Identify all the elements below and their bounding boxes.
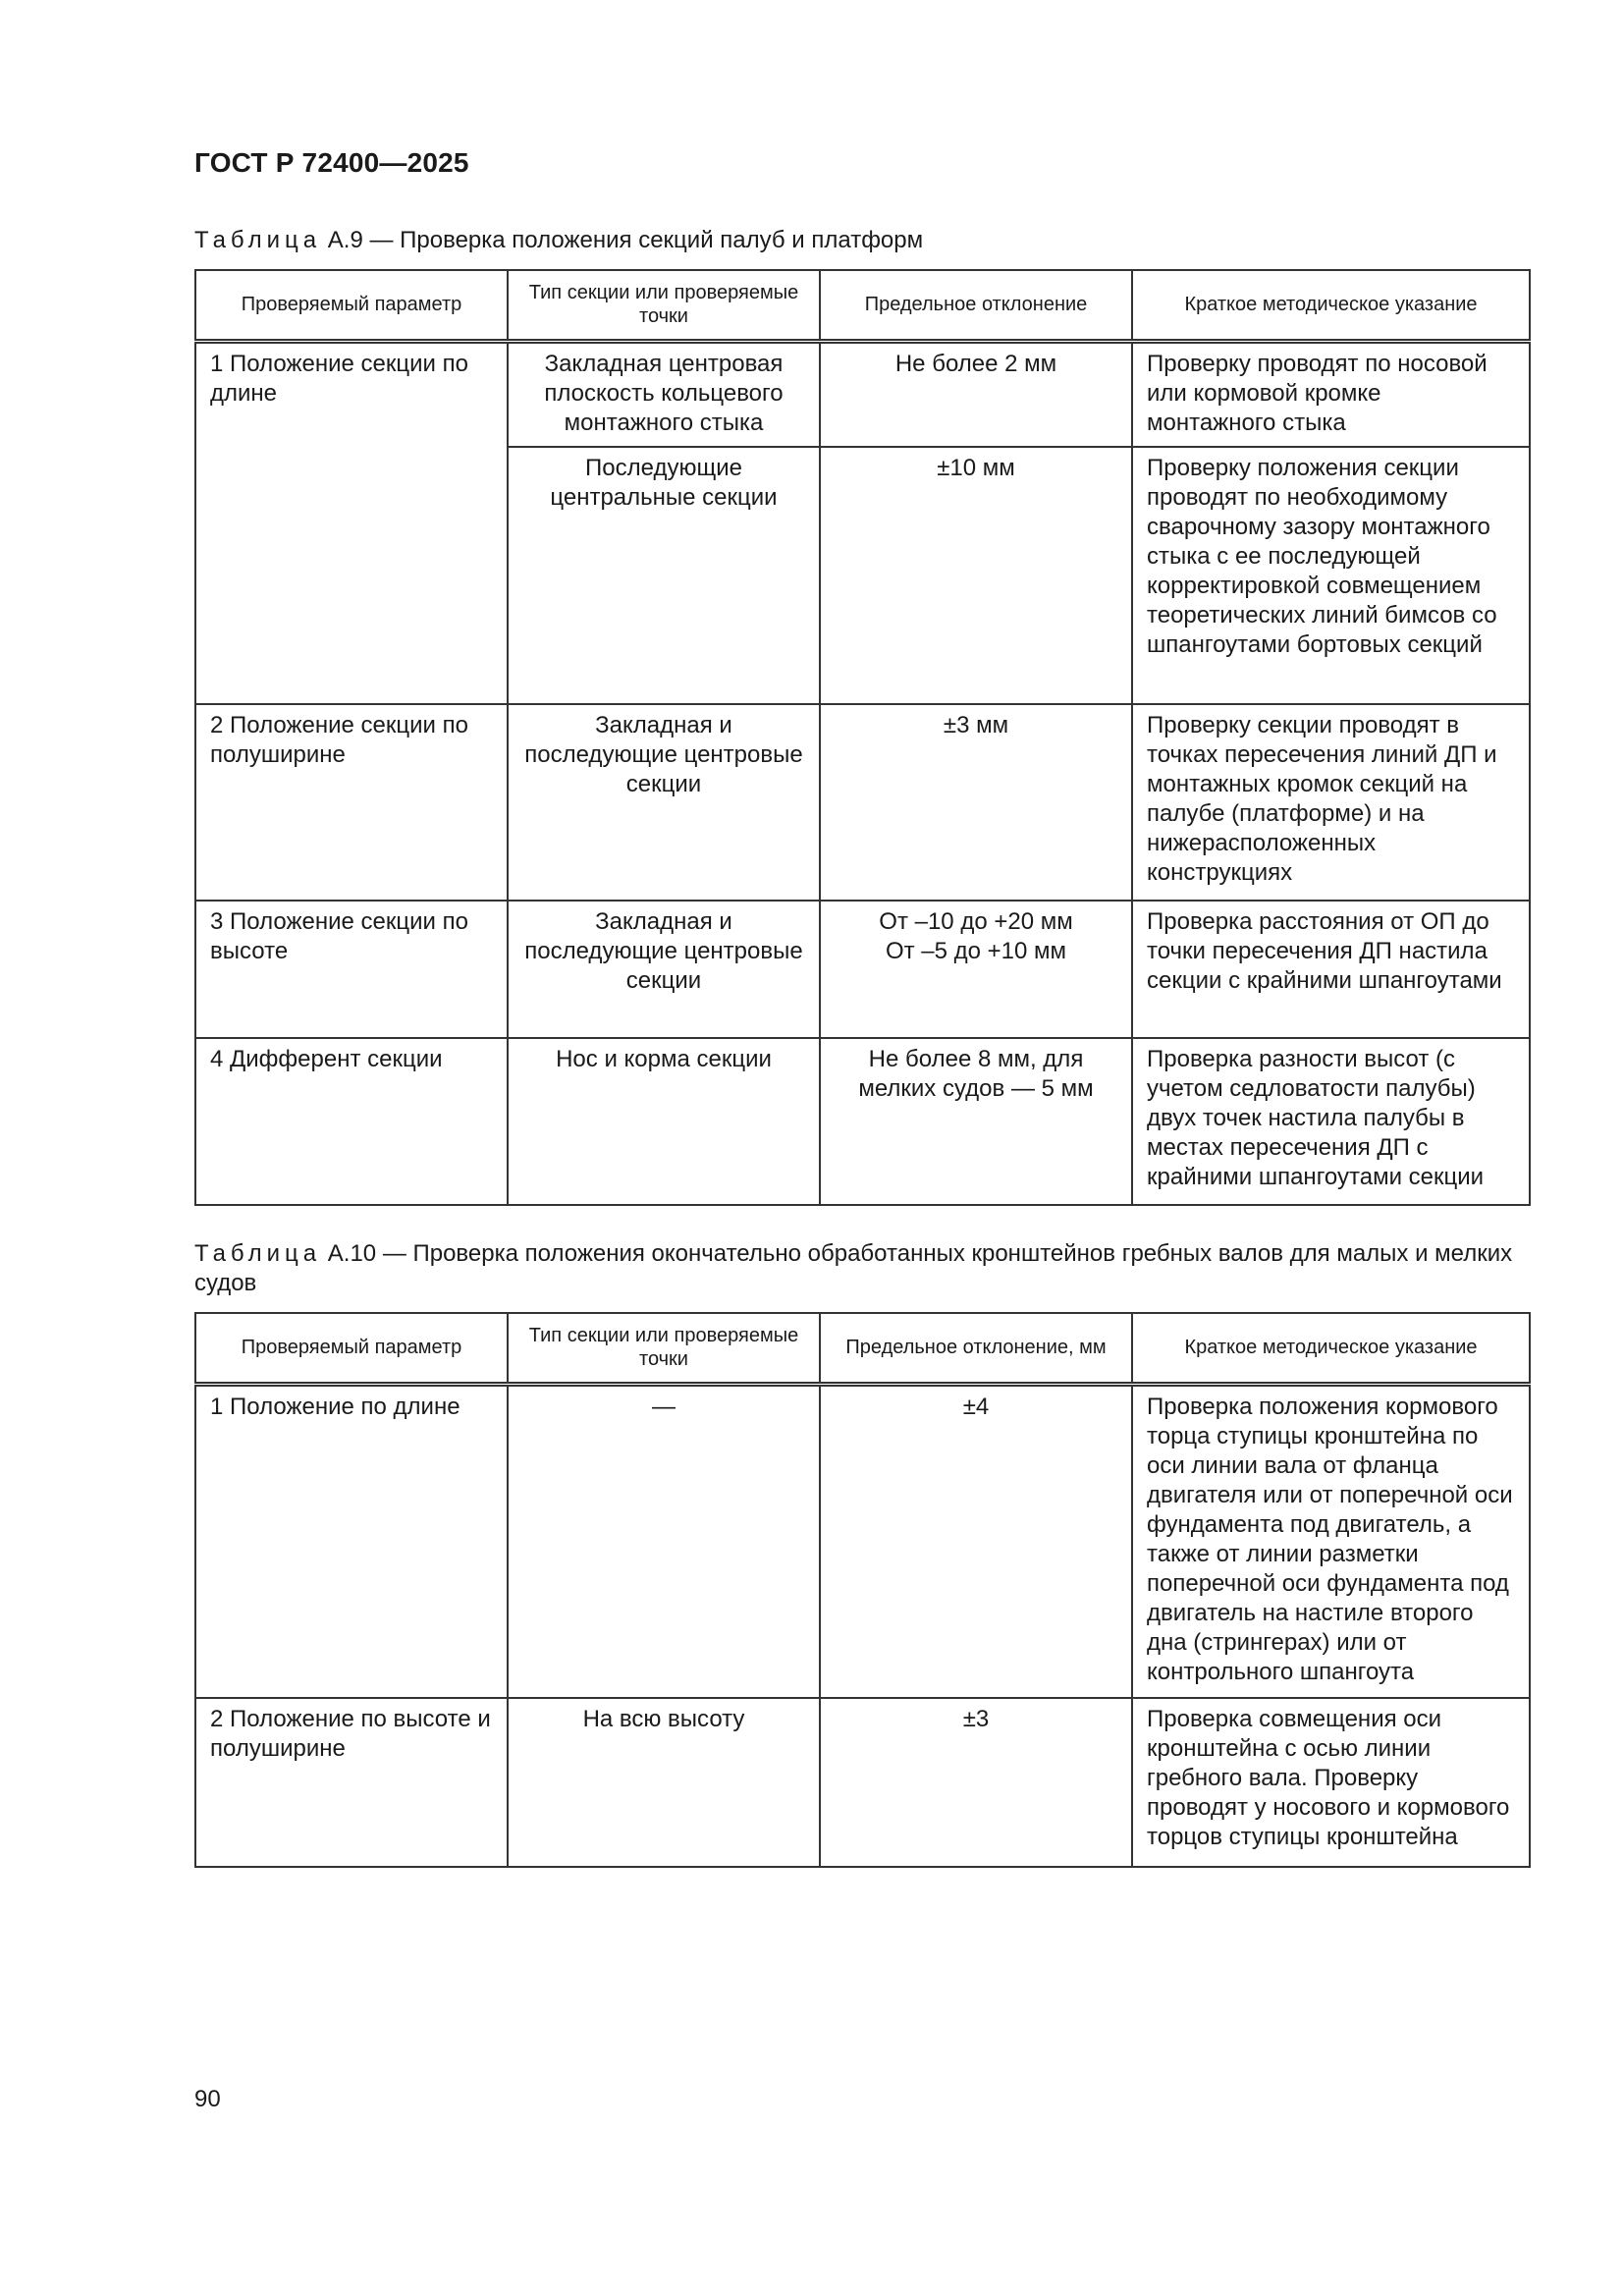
document-header: ГОСТ Р 72400—2025 xyxy=(194,147,469,178)
param-cell: 2 Положение секции по полуширине xyxy=(195,704,508,901)
deviation-cell: ±3 xyxy=(820,1698,1132,1867)
param-cell: 1 Положение секции по длине xyxy=(195,341,508,704)
param-cell: 4 Дифферент секции xyxy=(195,1038,508,1205)
deviation-line: От –5 до +10 мм xyxy=(885,938,1067,964)
type-cell: Последующие центральные секции xyxy=(508,447,820,704)
table-row xyxy=(195,1038,1530,1205)
deviation-cell xyxy=(820,901,1132,1038)
column-header: Тип секции или проверяемые точки xyxy=(508,270,820,341)
deviation-cell: Не более 8 мм, для мелких судов — 5 мм xyxy=(820,1038,1132,1205)
table-row xyxy=(195,704,1530,901)
note-cell: Проверку секции проводят в точках пересечения линий ДП и монтажных кромок секций на палубе (платформе) и на нижерасположенных конструкциях xyxy=(1132,704,1530,901)
column-header: Предельное отклонение xyxy=(820,270,1132,341)
type-cell: Закладная центровая плоскость кольцевого монтажного стыка xyxy=(508,341,820,447)
note-cell: Проверку положения секции проводят по необходимому сварочному зазору монтажного стыка с ее последующей корректировкой совмещением теоретических линий бимсов со шпангоутами бортовых секций xyxy=(1132,447,1530,704)
table-row xyxy=(195,1384,1530,1698)
column-header: Краткое методическое указание xyxy=(1132,1313,1530,1384)
note-cell: Проверка расстояния от ОП до точки пересечения ДП настила секции с крайними шпангоутами xyxy=(1132,901,1530,1038)
table-row xyxy=(195,341,1530,447)
column-header: Проверяемый параметр xyxy=(195,270,508,341)
page-number: 90 xyxy=(194,2086,221,2112)
note-cell: Проверка положения кормового торца ступицы кронштейна по оси линии вала от фланца двигателя или от поперечной оси фундамента под двигатель, а также от линии разметки поперечной оси фундамента под двигатель на настиле второго дна (стрингерах) или от контрольного шпангоута xyxy=(1132,1384,1530,1698)
type-cell: — xyxy=(508,1384,820,1698)
table-row xyxy=(195,901,1530,1038)
type-cell: Закладная и последующие центровые секции xyxy=(508,704,820,901)
column-header: Предельное отклонение, мм xyxy=(820,1313,1132,1384)
note-cell: Проверка совмещения оси кронштейна с осью линии гребного вала. Проверку проводят у носового и кормового торцов ступицы кронштейна xyxy=(1132,1698,1530,1867)
note-cell: Проверку проводят по носовой или кормовой кромке монтажного стыка xyxy=(1132,341,1530,447)
type-cell: На всю высоту xyxy=(508,1698,820,1867)
param-cell: 1 Положение по длине xyxy=(195,1384,508,1698)
caption-label: Таблица xyxy=(194,227,322,253)
table-a10 xyxy=(194,1312,1531,1868)
column-header: Краткое методическое указание xyxy=(1132,270,1530,341)
param-cell: 3 Положение секции по высоте xyxy=(195,901,508,1038)
type-cell: Закладная и последующие центровые секции xyxy=(508,901,820,1038)
table-a9-caption xyxy=(194,226,1528,255)
type-cell: Нос и корма секции xyxy=(508,1038,820,1205)
column-header: Тип секции или проверяемые точки xyxy=(508,1313,820,1384)
table-a9 xyxy=(194,269,1531,1206)
deviation-cell: ±10 мм xyxy=(820,447,1132,704)
param-cell: 2 Положение по высоте и полуширине xyxy=(195,1698,508,1867)
table-a10-caption xyxy=(194,1239,1528,1298)
caption-text: А.10 — Проверка положения окончательно обработанных кронштейнов гребных валов для малых и мелких судов xyxy=(194,1240,1513,1296)
note-cell: Проверка разности высот (с учетом седловатости палубы) двух точек настила палубы в местах пересечения ДП с крайними шпангоутами секции xyxy=(1132,1038,1530,1205)
deviation-cell: ±3 мм xyxy=(820,704,1132,901)
deviation-line: От –10 до +20 мм xyxy=(879,908,1073,935)
caption-text: А.9 — Проверка положения секций палуб и платформ xyxy=(321,227,924,253)
deviation-cell: Не более 2 мм xyxy=(820,341,1132,447)
caption-label: Таблица xyxy=(194,1240,322,1267)
column-header: Проверяемый параметр xyxy=(195,1313,508,1384)
deviation-cell: ±4 xyxy=(820,1384,1132,1698)
table-row xyxy=(195,1698,1530,1867)
